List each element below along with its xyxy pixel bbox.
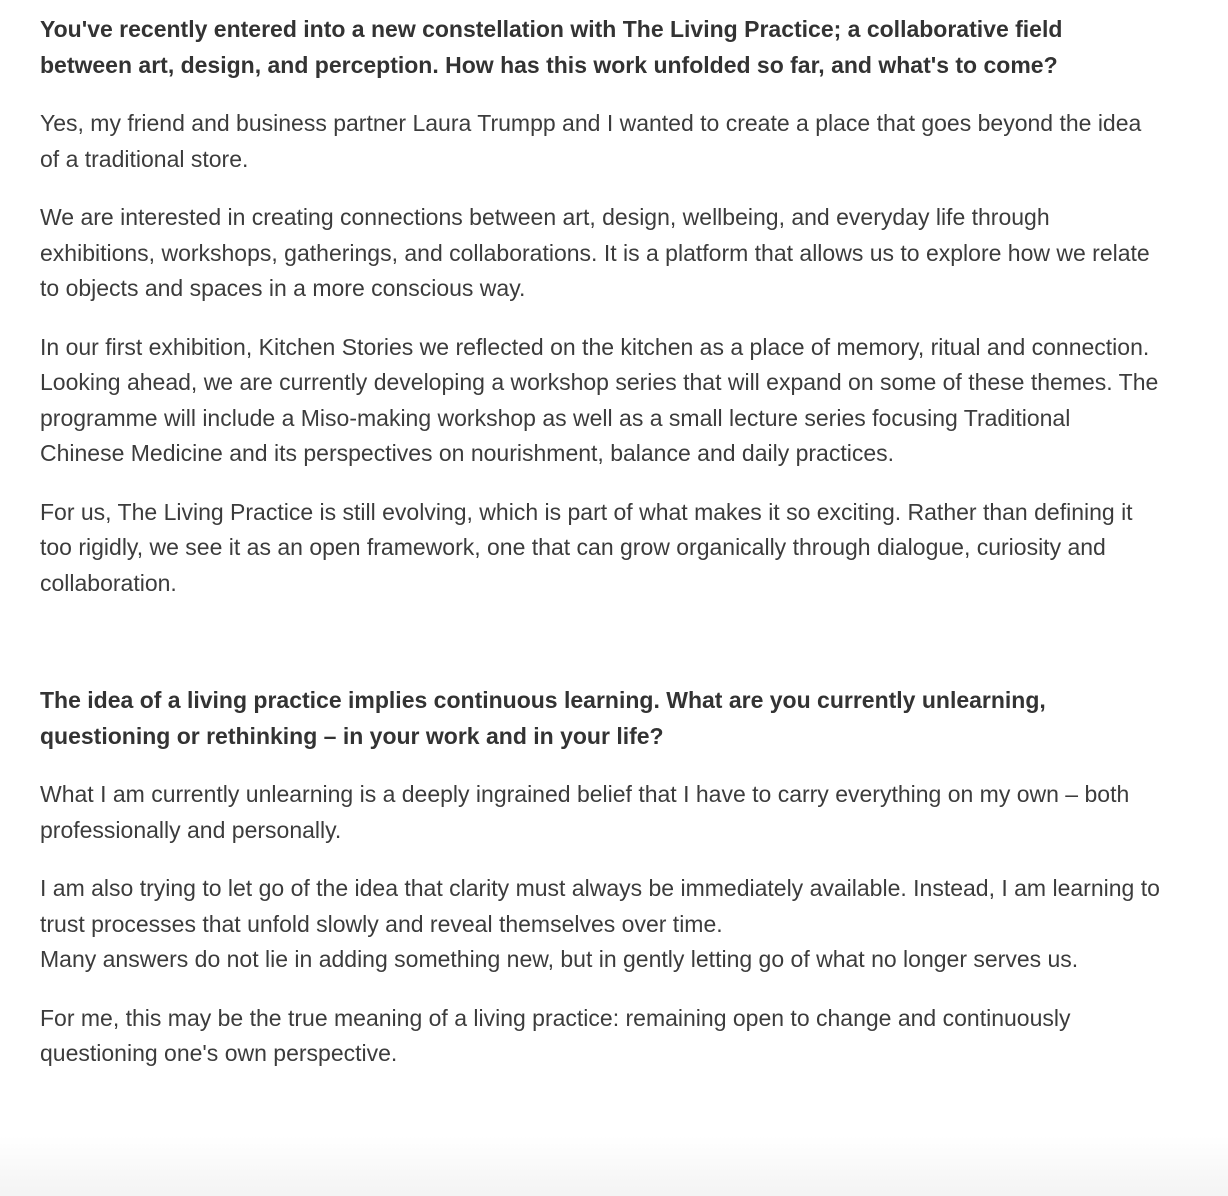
answer-paragraph: We are interested in creating connections between art, design, wellbeing, and everyday life through exhibitions, workshops, gatherings, and collaborations. It is a platform that allows us to explore how we relate to objects and spaces in a more conscious way. [40,204,1150,301]
interview-section-2 [40,683,1160,1072]
section-spacer [40,624,1160,683]
answer-paragraph: For us, The Living Practice is still evolving, which is part of what makes it so exciting. Rather than defining it too rigidly, we see it as an open framework, one that can grow organically through dialogue, curiosity and collaboration. [40,498,1133,596]
answer-line: Many answers do not lie in adding something new, but in gently letting go of what no longer serves us. [40,946,1079,972]
question-heading: The idea of a living practice implies continuous learning. What are you currently unlearning, questioning or rethinking – in your work and in your life? [40,687,1046,749]
interview-section-1 [40,12,1160,601]
interview-article [40,12,1160,1095]
answer-paragraph: For me, this may be the true meaning of a living practice: remaining open to change and continuously questioning one's own perspective. [40,1004,1071,1066]
question-heading: You've recently entered into a new constellation with The Living Practice; a collaborative field between art, design, and perception. How has this work unfolded so far, and what's to come? [40,16,1063,78]
answer-paragraph [40,871,1160,978]
answer-line: I am also trying to let go of the idea that clarity must always be immediately available. Instead, I am learning to trust processes that unfold slowly and reveal themselves over time. [40,875,1160,937]
answer-paragraph: What I am currently unlearning is a deeply ingrained belief that I have to carry everything on my own – both professionally and personally. [40,781,1130,843]
bottom-fade-overlay [0,1136,1228,1196]
answer-paragraph: In our first exhibition, Kitchen Stories we reflected on the kitchen as a place of memory, ritual and connection. Looking ahead, we are currently developing a workshop series that will expand on some of these themes. The programme will include a Miso-making workshop as well as a small lecture series focusing Traditional Chinese Medicine and its perspectives on nourishment, balance and daily practices. [40,333,1159,466]
answer-paragraph: Yes, my friend and business partner Laura Trumpp and I wanted to create a place that goes beyond the idea of a traditional store. [40,110,1142,172]
